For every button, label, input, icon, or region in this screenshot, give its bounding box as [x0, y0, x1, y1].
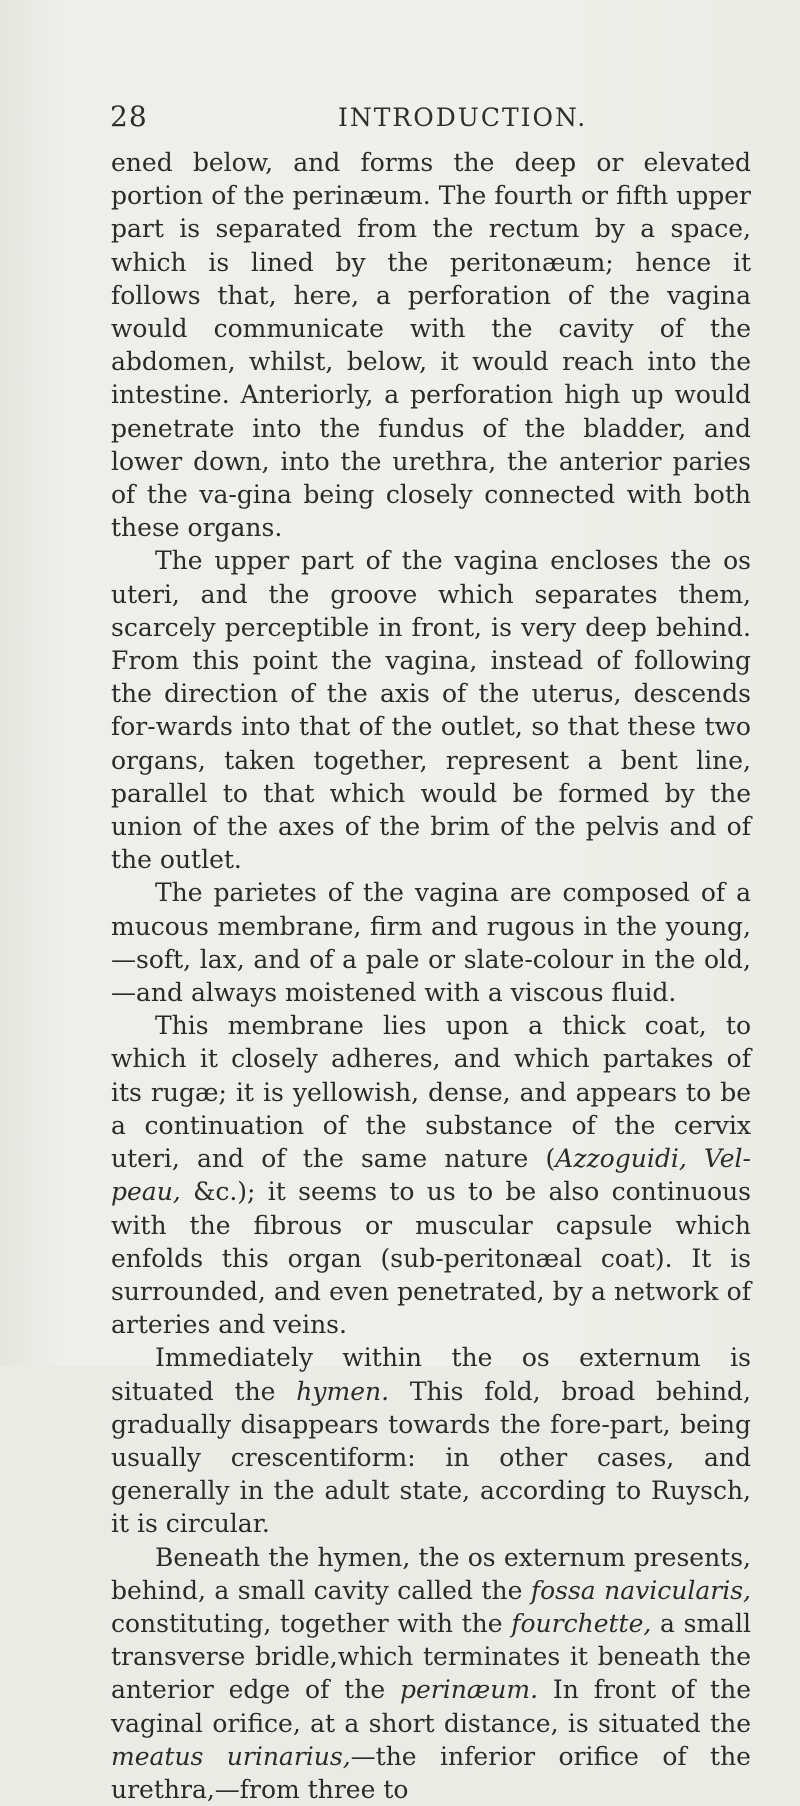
italic-term: perinæum.	[399, 1675, 539, 1705]
text-segment: constituting, together with the	[111, 1608, 512, 1638]
paragraph	[111, 544, 751, 876]
running-title: INTRODUCTION.	[338, 103, 588, 132]
italic-citation: Azzoguidi, Vel-peau,	[111, 1144, 751, 1207]
text-segment: Immediately within the os externum is situated the	[111, 1343, 751, 1406]
italic-term: meatus urinarius,	[111, 1741, 351, 1771]
paragraph	[111, 876, 751, 1009]
text-segment: ened below, and forms the deep or elevated portion of the perinæum. The fourth or fifth upper part is separated from the rectum by a space, which is lined by the peritonæum; hence it follows that, here, a perforation of the vagina would communicate with the cavity of the abdomen, whilst, below, it would reach into the intestine. Anteriorly, a perforation high up would penetrate into the fundus of the bladder, and lower down, into the urethra, the anterior paries of the va-gina being closely connected with both these organs.	[111, 148, 751, 543]
paragraph	[111, 1009, 751, 1341]
italic-term: fourchette,	[511, 1608, 652, 1638]
body-text	[111, 146, 751, 1806]
text-segment: This fold, broad behind, gradually disappears towards the fore-part, being usually crescentiform: in other cases, and generally in the adult state, according to Ruysch, it is circular.	[111, 1376, 751, 1539]
page-number: 28	[110, 100, 148, 133]
text-segment: In front of the vaginal orifice, at a short distance, is situated the	[111, 1675, 751, 1738]
paragraph	[111, 146, 751, 544]
text-segment: &c.); it seems to us to be also continuous with the fibrous or muscular capsule which enfolds this organ (sub-peritonæal coat). It is surrounded, and even penetrated, by a network of arteries and veins.	[111, 1177, 751, 1340]
paragraph	[111, 1341, 751, 1540]
text-segment: The upper part of the vagina encloses the os uteri, and the groove which separates them, scarcely perceptible in front, is very deep behind. From this point the vagina, instead of following the direction of the axis of the uterus, descends for-wards into that of the outlet, so that these two organs, taken together, represent a bent line, parallel to that which would be formed by the union of the axes of the brim of the pelvis and of the outlet.	[111, 546, 751, 875]
text-segment: —the inferior orifice of the urethra,—from three to	[111, 1741, 751, 1804]
text-segment: Beneath the hymen, the os externum presents, behind, a small cavity called the	[111, 1542, 751, 1605]
italic-term: fossa navicularis,	[530, 1575, 751, 1605]
text-segment: This membrane lies upon a thick coat, to which it closely adheres, and which partakes of its rugæ; it is yellowish, dense, and appears to be a continuation of the substance of the cervix uteri, and of the same nature (	[111, 1011, 751, 1174]
paragraph	[111, 1541, 751, 1806]
page-header	[110, 100, 750, 140]
italic-term: hymen.	[296, 1376, 390, 1406]
text-segment: a small transverse bridle,which terminates it beneath the anterior edge of the	[111, 1608, 752, 1705]
text-segment: The parietes of the vagina are composed of a mucous membrane, firm and rugous in the young,—soft, lax, and of a pale or slate-colour in the old,—and always moistened with a viscous fluid.	[111, 878, 751, 1008]
